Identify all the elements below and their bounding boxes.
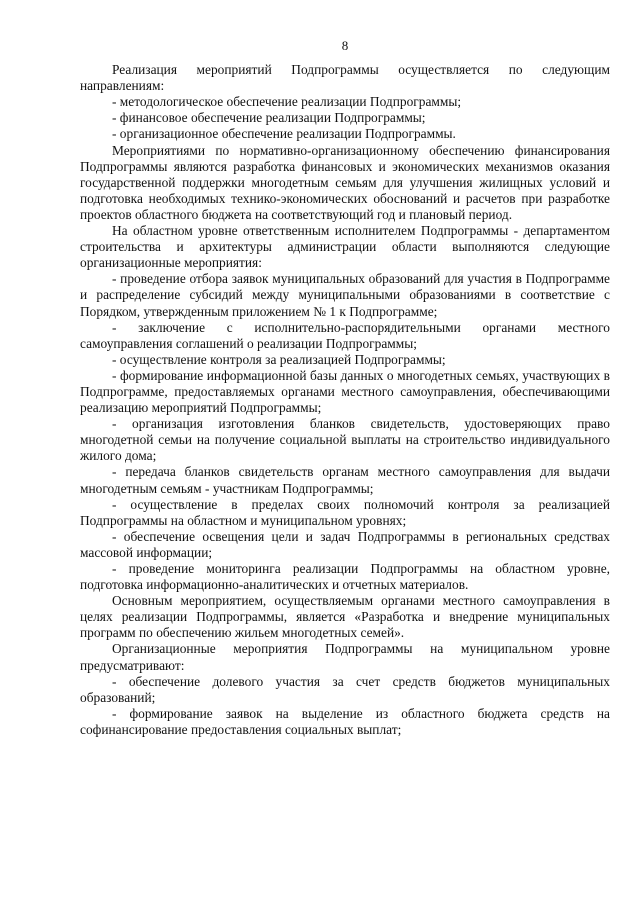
- list-item-agreements: - заключение с исполнительно-распорядительными органами местного самоуправления соглашений о реализации Подпрограммы;: [80, 319, 610, 351]
- document-page: [80, 38, 610, 738]
- list-item-funding-requests: - формирование заявок на выделение из областного бюджета средств на софинансирование предоставления социальных выплат;: [80, 705, 610, 737]
- list-item-monitoring: - проведение мониторинга реализации Подпрограммы на областном уровне, подготовка информационно-аналитических и отчетных материалов.: [80, 561, 610, 593]
- paragraph-directions-intro: Реализация мероприятий Подпрограммы осуществляется по следующим направлениям:: [80, 62, 610, 94]
- list-item-certificate-transfer: - передача бланков свидетельств органам местного самоуправления для выдачи многодетным семьям - участникам Подпрограммы;: [80, 464, 610, 496]
- paragraph-main-measure: Основным мероприятием, осуществляемым органами местного самоуправления в целях реализации Подпрограммы, является «Разработка и внедрение муниципальных программ по обеспечению жильем многодетных семей».: [80, 593, 610, 641]
- list-item-database: - формирование информационной базы данных о многодетных семьях, участвующих в Подпрограмме, предоставляемых органами местного самоуправления, обеспечивающими реализацию мероприятий Подпрограммы;: [80, 367, 610, 416]
- list-item-control: - осуществление контроля за реализацией Подпрограммы;: [112, 351, 446, 367]
- list-item-application-selection: - проведение отбора заявок муниципальных образований для участия в Подпрограмме и распределение субсидий между муниципальными образованиями в соответствие с Порядком, утвержденным приложением № 1 к Подпрограмме;: [80, 271, 610, 319]
- list-item-financial: - финансовое обеспечение реализации Подпрограммы;: [112, 110, 426, 126]
- list-item-certificate-forms: - организация изготовления бланков свидетельств, удостоверяющих право многодетной семьи на получение социальной выплаты на строительство индивидуального жилого дома;: [80, 416, 610, 464]
- list-item-media-coverage: - обеспечение освещения цели и задач Подпрограммы в региональных средствах массовой информации;: [80, 528, 610, 560]
- paragraph-regional-level: На областном уровне ответственным исполнителем Подпрограммы - департаментом строительства и архитектуры администрации области выполняются следующие организационные мероприятия:: [80, 223, 610, 271]
- paragraph-municipal-level: Организационные мероприятия Подпрограммы на муниципальном уровне предусматривают:: [80, 641, 610, 673]
- page-number: 8: [341, 38, 349, 53]
- list-item-methodological: - методологическое обеспечение реализации Подпрограммы;: [112, 94, 462, 110]
- list-item-organizational: - организационное обеспечение реализации Подпрограммы.: [112, 126, 456, 142]
- list-item-implementation-control: - осуществление в пределах своих полномочий контроля за реализацией Подпрограммы на областном и муниципальном уровнях;: [80, 496, 610, 528]
- list-item-equity-participation: - обеспечение долевого участия за счет средств бюджетов муниципальных образований;: [80, 673, 610, 705]
- paragraph-normative-measures: Мероприятиями по нормативно-организационному обеспечению финансирования Подпрограммы являются разработка финансовых и экономических механизмов оказания государственной поддержки многодетным семьям для улучшения жилищных условий и подготовка необходимых технико-экономических обоснований и расчетов при разработке проектов областного бюджета на соответствующий год и плановый период.: [80, 142, 610, 222]
